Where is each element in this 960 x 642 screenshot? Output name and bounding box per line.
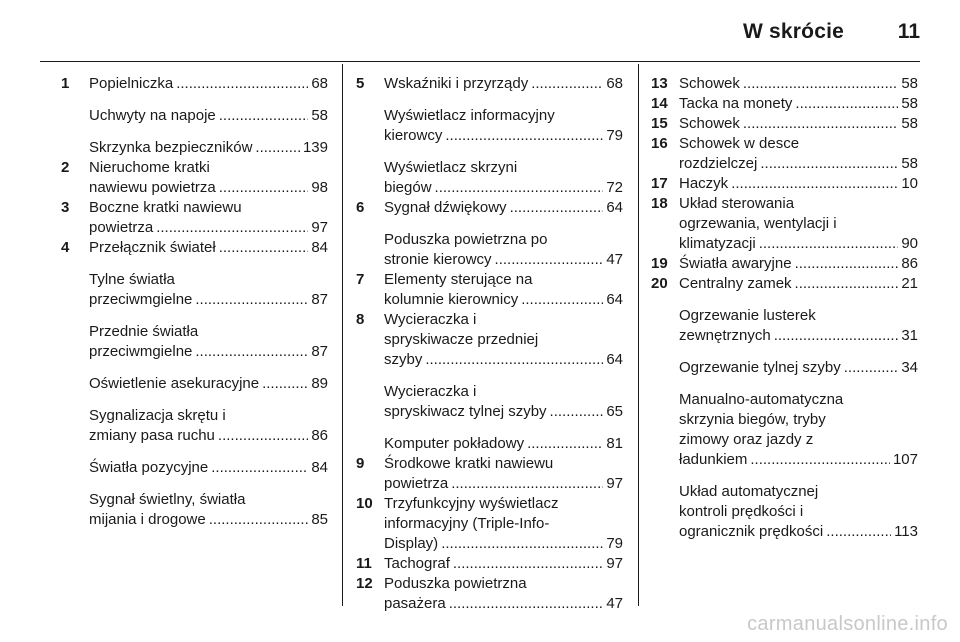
section-title: W skrócie	[742, 20, 844, 43]
dot-leader	[795, 274, 899, 294]
entry-line-with-page	[89, 510, 328, 530]
entry-line-with-page	[384, 554, 623, 574]
entry-text: ogranicznik prędkości	[679, 523, 824, 540]
index-column-1	[61, 74, 328, 530]
entry-text: zimowy oraz jazdy z	[679, 431, 814, 448]
index-entry	[356, 198, 623, 218]
entry-line-with-page	[679, 94, 918, 114]
entry-line-with-page	[384, 474, 623, 494]
entry-page-ref: 58	[311, 107, 328, 124]
entry-line-with-page	[679, 74, 918, 94]
entry-line-with-page	[679, 326, 918, 346]
entry-text: Komputer pokładowy	[384, 435, 525, 452]
entry-text: Środkowe kratki nawiewu	[384, 455, 554, 472]
entry-number: 15	[651, 115, 668, 132]
entry-page-ref: 58	[901, 115, 918, 132]
index-entry	[356, 574, 623, 614]
entry-text: Układ sterowania	[679, 195, 795, 212]
entry-line-with-page	[89, 138, 328, 158]
entry-text: Manualno-automatyczna	[679, 391, 844, 408]
dot-leader	[176, 74, 308, 94]
entry-text: Centralny zamek	[679, 275, 792, 292]
entry-text: Poduszka powietrzna po	[384, 231, 548, 248]
entry-text: spryskiwacze przedniej	[384, 331, 539, 348]
entry-number: 11	[356, 555, 372, 572]
entry-number: 2	[61, 159, 70, 176]
entry-text: Display)	[384, 535, 439, 552]
entry-text: Uchwyty na napoje	[89, 107, 216, 124]
dot-leader	[435, 178, 604, 198]
dot-leader	[209, 510, 309, 530]
column-divider	[638, 64, 639, 606]
entry-page-ref: 72	[606, 179, 623, 196]
entry-text: ogrzewania, wentylacji i	[679, 215, 837, 232]
entry-text: Ogrzewanie tylnej szyby	[679, 359, 841, 376]
index-entry	[651, 358, 918, 378]
index-entry	[651, 482, 918, 542]
entry-number: 19	[651, 255, 668, 272]
entry-page-ref: 58	[901, 95, 918, 112]
dot-leader	[743, 114, 898, 134]
entry-line-with-page	[384, 250, 623, 270]
entry-line-with-page	[89, 290, 328, 310]
entry-text: skrzynia biegów, tryby	[679, 411, 826, 428]
index-entry	[356, 270, 623, 310]
entry-page-ref: 34	[901, 359, 918, 376]
entry-text: Trzyfunkcyjny wyświetlacz	[384, 495, 559, 512]
index-entry	[61, 158, 328, 198]
entry-line-with-page	[679, 234, 918, 254]
entry-text: Sygnalizacja skrętu i	[89, 407, 226, 424]
entry-page-ref: 68	[311, 75, 328, 92]
entry-text: przeciwmgielne	[89, 343, 193, 360]
entry-line-with-page	[384, 178, 623, 198]
index-entry	[356, 230, 623, 270]
index-entry	[61, 198, 328, 238]
entry-text: Popielniczka	[89, 75, 174, 92]
entry-number: 18	[651, 195, 668, 212]
dot-leader	[759, 234, 899, 254]
entry-text: biegów	[384, 179, 432, 196]
entry-number: 6	[356, 199, 365, 216]
entry-page-ref: 79	[606, 535, 623, 552]
dot-leader	[527, 434, 603, 454]
entry-text: Boczne kratki nawiewu	[89, 199, 242, 216]
entry-text: Poduszka powietrzna	[384, 575, 527, 592]
dot-leader	[510, 198, 604, 218]
entry-page-ref: 65	[606, 403, 623, 420]
entry-line-with-page	[679, 254, 918, 274]
entry-line-with-page	[384, 74, 623, 94]
dot-leader	[195, 342, 308, 362]
entry-text: ładunkiem	[679, 451, 748, 468]
entry-text: klimatyzacji	[679, 235, 756, 252]
entry-number: 5	[356, 75, 365, 92]
entry-line-with-page	[384, 402, 623, 422]
entry-line-with-page	[679, 174, 918, 194]
index-entry	[651, 390, 918, 470]
index-entry	[61, 106, 328, 126]
dot-leader	[445, 126, 603, 146]
entry-text: Tylne światła	[89, 271, 175, 288]
entry-text: kontroli prędkości i	[679, 503, 804, 520]
index-entry	[61, 322, 328, 362]
dot-leader	[453, 554, 603, 574]
entry-text: Schowek w desce	[679, 135, 800, 152]
entry-line-with-page	[89, 374, 328, 394]
entry-text: Nieruchome kratki	[89, 159, 210, 176]
entry-line-with-page	[384, 198, 623, 218]
dot-leader	[255, 138, 300, 158]
index-column-3	[651, 74, 918, 542]
entry-number: 3	[61, 199, 70, 216]
entry-page-ref: 84	[311, 459, 328, 476]
entry-page-ref: 47	[606, 595, 623, 612]
entry-line-with-page	[679, 274, 918, 294]
entry-line-with-page	[89, 238, 328, 258]
entry-text: Haczyk	[679, 175, 729, 192]
index-entry	[356, 554, 623, 574]
entry-text: Oświetlenie asekuracyjne	[89, 375, 260, 392]
entry-line-with-page	[89, 458, 328, 478]
dot-leader	[156, 218, 308, 238]
entry-page-ref: 87	[311, 291, 328, 308]
index-entry	[61, 74, 328, 94]
index-entry	[651, 274, 918, 294]
entry-line-with-page	[679, 114, 918, 134]
index-entry	[356, 106, 623, 146]
entry-text: zmiany pasa ruchu	[89, 427, 215, 444]
entry-text: spryskiwacz tylnej szyby	[384, 403, 547, 420]
entry-page-ref: 84	[311, 239, 328, 256]
dot-leader	[731, 174, 898, 194]
index-entry	[356, 454, 623, 494]
entry-line-with-page	[89, 178, 328, 198]
index-entry	[61, 490, 328, 530]
entry-page-ref: 97	[606, 555, 623, 572]
entry-text: Wycieraczka i	[384, 311, 477, 328]
dot-leader	[795, 254, 899, 274]
entry-text: mijania i drogowe	[89, 511, 206, 528]
dot-leader	[451, 474, 603, 494]
entry-page-ref: 10	[901, 175, 918, 192]
entry-text: nawiewu powietrza	[89, 179, 216, 196]
entry-line-with-page	[679, 358, 918, 378]
entry-page-ref: 107	[892, 451, 918, 468]
entry-text: zewnętrznych	[679, 327, 771, 344]
entry-line-with-page	[679, 522, 918, 542]
dot-leader	[844, 358, 899, 378]
entry-text: kolumnie kierownicy	[384, 291, 519, 308]
index-entry	[61, 458, 328, 478]
dot-leader	[219, 238, 309, 258]
entry-page-ref: 64	[606, 291, 623, 308]
index-entry	[651, 134, 918, 174]
dot-leader	[550, 402, 604, 422]
dot-leader	[495, 250, 604, 270]
entry-page-ref: 97	[606, 475, 623, 492]
entry-number: 9	[356, 455, 365, 472]
page-number: 11	[897, 20, 920, 43]
index-entry	[356, 74, 623, 94]
dot-leader	[531, 74, 603, 94]
entry-page-ref: 31	[901, 327, 918, 344]
dot-leader	[195, 290, 308, 310]
index-entry	[61, 406, 328, 446]
index-entry	[61, 138, 328, 158]
entry-text: Sygnał świetlny, światła	[89, 491, 246, 508]
entry-page-ref: 64	[606, 199, 623, 216]
index-entry	[61, 270, 328, 310]
header-rule	[40, 61, 920, 62]
dot-leader	[262, 374, 308, 394]
dot-leader	[441, 534, 603, 554]
entry-text: Sygnał dźwiękowy	[384, 199, 507, 216]
entry-text: Elementy sterujące na	[384, 271, 533, 288]
entry-text: Światła awaryjne	[679, 255, 792, 272]
index-entry	[651, 174, 918, 194]
entry-page-ref: 64	[606, 351, 623, 368]
entry-page-ref: 139	[302, 139, 328, 156]
dot-leader	[219, 106, 309, 126]
entry-page-ref: 113	[894, 523, 918, 540]
entry-page-ref: 89	[311, 375, 328, 392]
entry-number: 7	[356, 271, 365, 288]
entry-text: informacyjny (Triple-Info-	[384, 515, 550, 532]
entry-number: 20	[651, 275, 668, 292]
entry-text: Przełącznik świateł	[89, 239, 216, 256]
entry-page-ref: 81	[606, 435, 623, 452]
entry-number: 17	[651, 175, 668, 192]
entry-text: Tachograf	[384, 555, 450, 572]
entry-line-with-page	[89, 218, 328, 238]
entry-page-ref: 79	[606, 127, 623, 144]
dot-leader	[218, 426, 308, 446]
entry-text: powietrza	[384, 475, 449, 492]
entry-text: Wskaźniki i przyrządy	[384, 75, 529, 92]
entry-page-ref: 90	[901, 235, 918, 252]
entry-number: 8	[356, 311, 365, 328]
index-column-2	[356, 74, 623, 614]
dot-leader	[219, 178, 309, 198]
entry-page-ref: 58	[901, 155, 918, 172]
dot-leader	[760, 154, 898, 174]
entry-text: Tacka na monety	[679, 95, 793, 112]
entry-page-ref: 58	[901, 75, 918, 92]
dot-leader	[521, 290, 603, 310]
entry-text: Przednie światła	[89, 323, 199, 340]
entry-page-ref: 86	[311, 427, 328, 444]
entry-page-ref: 21	[901, 275, 918, 292]
entry-page-ref: 87	[311, 343, 328, 360]
entry-text: Układ automatycznej	[679, 483, 819, 500]
entry-line-with-page	[384, 290, 623, 310]
index-entry	[356, 494, 623, 554]
entry-number: 13	[651, 75, 668, 92]
entry-line-with-page	[89, 74, 328, 94]
entry-text: Ogrzewanie lusterek	[679, 307, 816, 324]
entry-text: rozdzielczej	[679, 155, 758, 172]
entry-line-with-page	[679, 154, 918, 174]
page-header	[0, 0, 960, 50]
entry-line-with-page	[89, 342, 328, 362]
entry-number: 10	[356, 495, 373, 512]
entry-number: 16	[651, 135, 668, 152]
entry-page-ref: 98	[311, 179, 328, 196]
index-entry	[61, 238, 328, 258]
entry-line-with-page	[89, 426, 328, 446]
entry-line-with-page	[384, 126, 623, 146]
dot-leader	[743, 74, 898, 94]
index-entry	[356, 310, 623, 370]
index-entry	[651, 254, 918, 274]
entry-text: Światła pozycyjne	[89, 459, 209, 476]
entry-page-ref: 85	[311, 511, 328, 528]
entry-number: 1	[61, 75, 70, 92]
entry-text: kierowcy	[384, 127, 443, 144]
dot-leader	[211, 458, 308, 478]
entry-page-ref: 97	[311, 219, 328, 236]
index-entry	[651, 74, 918, 94]
entry-page-ref: 68	[606, 75, 623, 92]
entry-line-with-page	[384, 594, 623, 614]
dot-leader	[750, 450, 890, 470]
entry-line-with-page	[384, 350, 623, 370]
dot-leader	[449, 594, 604, 614]
column-divider	[342, 64, 343, 606]
entry-page-ref: 86	[901, 255, 918, 272]
index-entry	[356, 382, 623, 422]
entry-line-with-page	[384, 434, 623, 454]
entry-text: Schowek	[679, 75, 740, 92]
entry-text: Wyświetlacz informacyjny	[384, 107, 555, 124]
dot-leader	[826, 522, 891, 542]
entry-text: przeciwmgielne	[89, 291, 193, 308]
index-entry	[651, 306, 918, 346]
index-entry	[651, 94, 918, 114]
entry-line-with-page	[384, 534, 623, 554]
entry-text: stronie kierowcy	[384, 251, 492, 268]
dot-leader	[774, 326, 899, 346]
index-entry	[651, 194, 918, 254]
entry-page-ref: 47	[606, 251, 623, 268]
entry-text: powietrza	[89, 219, 154, 236]
entry-number: 14	[651, 95, 668, 112]
index-entry	[61, 374, 328, 394]
entry-text: Schowek	[679, 115, 740, 132]
index-entry	[651, 114, 918, 134]
index-entry	[356, 434, 623, 454]
entry-number: 12	[356, 575, 373, 592]
entry-text: pasażera	[384, 595, 446, 612]
entry-number: 4	[61, 239, 70, 256]
dot-leader	[795, 94, 898, 114]
entry-text: Wyświetlacz skrzyni	[384, 159, 518, 176]
entry-text: Skrzynka bezpieczników	[89, 139, 253, 156]
entry-text: Wycieraczka i	[384, 383, 477, 400]
index-entry	[356, 158, 623, 198]
dot-leader	[425, 350, 603, 370]
entry-line-with-page	[89, 106, 328, 126]
watermark: carmanualsonline.info	[747, 613, 948, 635]
entry-text: szyby	[384, 351, 423, 368]
entry-line-with-page	[679, 450, 918, 470]
